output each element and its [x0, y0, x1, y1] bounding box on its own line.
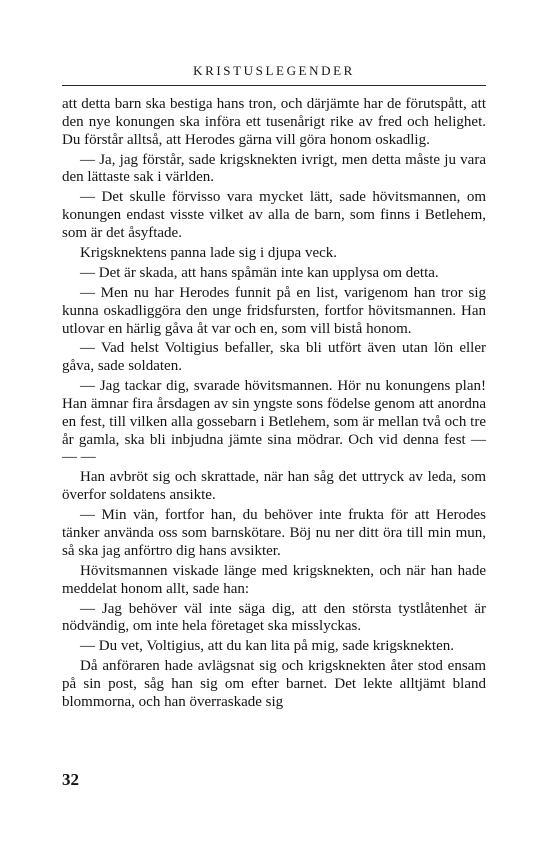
paragraph: — Min vän, fortfor han, du behöver inte frukta för att Herodes tänker använda oss som barnskötare. Böj nu ner ditt öra till min mun, så ska jag anförtro dig hans avsikter.: [62, 507, 486, 559]
paragraph: — Jag tackar dig, svarade hövitsmannen. Hör nu konungens plan! Han ämnar fira årsdagen av sin yngste sons födelse genom att anordna en fest, till vilken alla gossebarn i Betlehem, som är mellan två och tre år gamla, ska bli inbjudna jämte sina mödrar. Och vid denna fest — — —: [62, 378, 486, 466]
paragraph: — Det skulle förvisso vara mycket lätt, sade hövitsmannen, om konungen endast visste vilket av alla de barn, som finns i Betlehem, som är det åsyftade.: [62, 189, 486, 241]
paragraph: — Men nu har Herodes funnit på en list, varigenom han tror sig kunna oskadliggöra den unge fridsfursten, fortfor hövitsmannen. Han utlovar en härlig gåva åt var och en, som vill bistå honom.: [62, 284, 486, 337]
paragraph: att detta barn ska bestiga hans tron, och därjämte har de förutspått, att den nye konungen ska införa ett tusenårigt rike av fred och helighet. Du förstår alltså, att Herodes gärna vill göra honom oskadlig.: [62, 96, 486, 148]
paragraph: — Jag behöver väl inte säga dig, att den största tystlåtenhet är nödvändig, om inte hela företaget ska misslyckas.: [62, 600, 486, 635]
paragraph: Han avbröt sig och skrattade, när han såg det uttryck av leda, som överfor soldatens ansikte.: [62, 469, 486, 504]
paragraph: — Vad helst Voltigius befaller, ska bli utfört även utan lön eller gåva, sade soldaten.: [62, 340, 486, 375]
paragraph: — Du vet, Voltigius, att du kan lita på mig, sade krigsknekten.: [80, 638, 454, 655]
running-head: KRISTUSLEGENDER: [193, 63, 355, 78]
page-number: 32: [62, 770, 79, 789]
paragraph: Hövitsmannen viskade länge med krigsknekten, och när han hade meddelat honom allt, sade han:: [62, 562, 486, 597]
paragraph: — Det är skada, att hans spåmän inte kan upplysa om detta.: [80, 264, 439, 281]
paragraph: Då anföraren hade avlägsnat sig och krigsknekten åter stod ensam på sin post, såg han sig om efter barnet. Det lekte alltjämt bland blommorna, och han överraskade sig: [62, 658, 486, 710]
paragraph: Krigsknektens panna lade sig i djupa veck.: [80, 244, 338, 261]
paragraph: — Ja, jag förstår, sade krigsknekten ivrigt, men detta måste ju vara den lättaste sak i världen.: [62, 151, 486, 186]
body-text: [62, 96, 486, 712]
header-rule: [62, 85, 486, 86]
